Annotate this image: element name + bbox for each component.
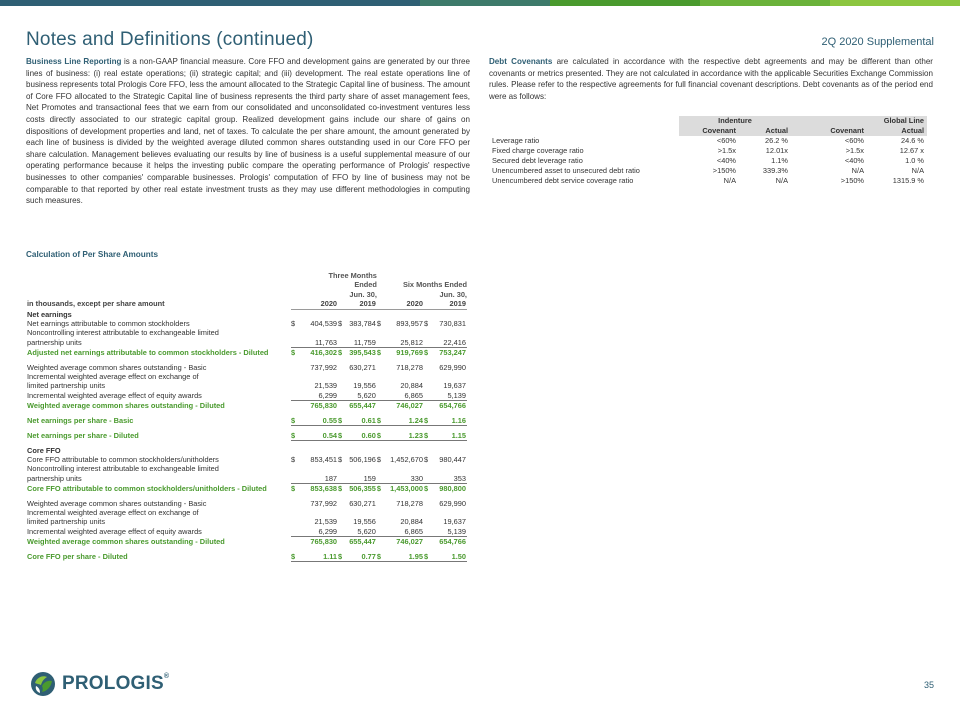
cell-value: 0.55: [297, 416, 338, 426]
cell-value: 0.77: [344, 552, 377, 562]
cell-value: 753,247: [430, 348, 467, 358]
column-header: Actual: [867, 126, 927, 136]
currency-symbol: $: [376, 551, 382, 561]
cell-value: 1,453,000: [383, 484, 424, 494]
row-label: Core FFO attributable to common stockholders/unitholders: [27, 454, 219, 464]
cell-value: 655,447: [344, 537, 377, 547]
covenant-value: N/A: [775, 176, 788, 185]
table-row: [26, 517, 467, 526]
covenant-label: Secured debt leverage ratio: [492, 156, 583, 165]
cell-value: 746,027: [383, 401, 424, 411]
covenant-label: Leverage ratio: [492, 136, 540, 145]
cell-value: 718,278: [396, 362, 423, 372]
row-label: Incremental weighted average effect of equity awards: [27, 527, 202, 536]
covenant-value: N/A: [723, 176, 736, 185]
per-share-subtitle: Calculation of Per Share Amounts: [26, 250, 159, 259]
currency-symbol: $: [291, 415, 296, 425]
currency-symbol: $: [423, 415, 429, 425]
cell-value: 6,299: [318, 390, 338, 400]
currency-symbol: $: [423, 319, 429, 329]
covenant-table: [489, 116, 927, 186]
logo-registered-mark: ®: [163, 673, 170, 680]
cell-value: 5,139: [447, 390, 466, 400]
bar-segment: [0, 0, 420, 6]
cell-value: 737,992: [310, 362, 338, 372]
cell-value: 6,299: [318, 526, 338, 536]
covenant-value: 1.1%: [771, 156, 788, 165]
table-row-eps: [26, 431, 467, 441]
debt-covenants-heading: Debt Covenants: [489, 57, 553, 66]
currency-symbol: $: [338, 319, 343, 329]
cell-value: 893,957: [396, 319, 423, 329]
row-label: Incremental weighted average effect on exchange of: [27, 372, 199, 382]
cell-value: 0.60: [344, 431, 377, 441]
cell-value: 395,543: [344, 348, 377, 358]
row-label: Adjusted net earnings attributable to common stockholders - Diluted: [27, 348, 269, 357]
cell-value: 853,451: [310, 454, 338, 464]
covenant-row: [489, 166, 927, 176]
cell-value: 746,027: [383, 537, 424, 547]
page-number: 35: [923, 680, 934, 690]
covenant-value: >150%: [840, 176, 864, 185]
cell-value: 416,302: [297, 348, 338, 358]
covenant-value: 1.0 %: [905, 156, 924, 165]
debt-covenants-body: are calculated in accordance with the respective debt agreements and may be different than other covenants or metrics presented. They are not calculated in accordance with the applicable Securities Exchange Commission rules. Please refer to the respective agreements for full financial covenant descriptions. Debt covenants as of the period end were as follows:: [489, 57, 933, 101]
currency-symbol: $: [338, 415, 343, 425]
covenant-value: <60%: [716, 136, 736, 145]
cell-value: 21,539: [314, 381, 338, 391]
covenant-value: 12.01x: [765, 146, 788, 155]
cell-value: 19,637: [443, 517, 466, 527]
page-title: Notes and Definitions (continued): [26, 29, 314, 50]
row-label: Weighted average common shares outstanding - Diluted: [27, 536, 225, 546]
currency-symbol: $: [376, 348, 382, 358]
table-row-total: [26, 537, 467, 547]
covenant-row: [489, 176, 927, 186]
group-header-indenture: Indenture: [679, 116, 791, 126]
cell-value: 506,196: [349, 454, 376, 464]
bar-segment: [420, 0, 550, 6]
table-row: [26, 381, 467, 390]
cell-value: 980,800: [430, 484, 467, 494]
table-row-total: [26, 401, 467, 411]
covenant-label: Fixed charge coverage ratio: [492, 146, 584, 155]
currency-symbol: $: [291, 551, 296, 561]
section-heading: Core FFO: [27, 445, 61, 455]
logo-wordmark: [62, 673, 169, 695]
currency-symbol: $: [291, 430, 296, 440]
currency-symbol: $: [338, 430, 343, 440]
row-label: Noncontrolling interest attributable to exchangeable limited: [27, 464, 219, 474]
table-row: [26, 363, 467, 372]
cell-value: 1.11: [297, 552, 338, 562]
cell-value: 980,447: [439, 454, 466, 464]
logo-text: PROLOGIS: [62, 673, 164, 694]
cell-value: 6,865: [404, 390, 423, 400]
cell-value: 1.95: [383, 552, 424, 562]
year-header: 2019: [424, 299, 467, 309]
row-label: Net earnings attributable to common stockholders: [27, 319, 190, 329]
currency-symbol: $: [338, 454, 343, 464]
business-line-section: [26, 56, 470, 207]
covenant-value: >1.5x: [717, 146, 736, 155]
cell-value: 1.16: [430, 416, 467, 426]
table-row-total: [26, 484, 467, 494]
bar-segment: [830, 0, 960, 6]
cell-value: 0.54: [297, 431, 338, 441]
currency-symbol: $: [423, 454, 429, 464]
cell-value: 853,638: [297, 484, 338, 494]
covenant-row: [489, 146, 927, 156]
currency-symbol: $: [291, 319, 296, 329]
row-label: Weighted average common shares outstanding - Basic: [27, 498, 207, 508]
table-row: [26, 319, 467, 328]
currency-symbol: $: [291, 454, 296, 464]
row-label: Net earnings per share - Diluted: [27, 430, 139, 440]
covenant-value: 24.6 %: [900, 136, 924, 145]
covenant-label: Unencumbered asset to unsecured debt ratio: [492, 166, 640, 175]
cell-value: 1.23: [383, 431, 424, 441]
row-label: Net earnings per share - Basic: [27, 415, 134, 425]
cell-value: 21,539: [314, 517, 338, 527]
currency-symbol: $: [423, 484, 429, 494]
cell-value: 730,831: [439, 319, 466, 329]
three-months-header-3: Jun. 30,: [349, 289, 377, 299]
cell-value: 187: [324, 473, 338, 483]
currency-symbol: $: [291, 484, 296, 494]
cell-value: 630,271: [349, 498, 376, 508]
row-label: limited partnership units: [27, 381, 106, 391]
section-heading: Net earnings: [27, 309, 72, 319]
covenant-value: <40%: [716, 156, 736, 165]
supplemental-label: 2Q 2020 Supplemental: [821, 36, 934, 48]
cell-value: 383,784: [349, 319, 376, 329]
cell-value: 737,992: [310, 498, 338, 508]
table-row: [26, 338, 467, 348]
prologis-logo: [30, 671, 169, 697]
cell-value: 629,990: [439, 498, 466, 508]
row-label: partnership units: [27, 473, 82, 483]
row-label: Weighted average common shares outstanding - Basic: [27, 362, 207, 372]
covenant-value: N/A: [911, 166, 924, 175]
cell-value: 718,278: [396, 498, 423, 508]
table-row: [26, 527, 467, 537]
year-header: 2019: [338, 299, 377, 309]
cell-value: 1,452,670: [390, 454, 423, 464]
covenant-value: 12.67 x: [899, 146, 924, 155]
year-header: 2020: [291, 299, 338, 309]
row-label: Core FFO attributable to common stockholders/unitholders - Diluted: [27, 483, 267, 493]
debt-covenants-paragraph: [489, 56, 933, 102]
row-label: Incremental weighted average effect of equity awards: [27, 391, 202, 401]
row-label: Incremental weighted average effect on exchange of: [27, 507, 199, 517]
covenant-value: >1.5x: [845, 146, 864, 155]
logo-mark-icon: [30, 671, 56, 697]
cell-value: 630,271: [349, 362, 376, 372]
cell-value: 5,139: [447, 526, 466, 536]
cell-value: 919,769: [383, 348, 424, 358]
currency-symbol: $: [376, 484, 382, 494]
cell-value: 19,556: [353, 381, 376, 391]
cell-value: 159: [363, 473, 376, 483]
cell-value: 629,990: [439, 362, 466, 372]
group-header-global-line: Global Line: [791, 116, 927, 126]
three-months-header-1: Three Months: [328, 271, 377, 280]
covenant-value: <40%: [844, 156, 864, 165]
covenant-value: N/A: [851, 166, 864, 175]
table-row-eps: [26, 416, 467, 426]
row-label: partnership units: [27, 338, 82, 348]
business-line-body: is a non-GAAP financial measure. Core FFO and development gains are generated by our three lines of business: (i) real estate operations; (ii) strategic capital; and (iii) development. The real estate operations line of business represents total Prologis Core FFO, less the amount allocated to the Strategic Capital line of business. The amount of Core FFO allocated to the Strategic Capital line of business represents the third party share of asset management fees, Net Promotes and transactional fees that we earn from our consolidated and unconsolidated co-investment ventures less costs directly associated to our strategic capital group. Realized development gains include our share of gains on dispositions of development properties and land, net of taxes. To calculate the per share amount, the amount generated by each line of business is divided by the weighted average diluted common shares outstanding used in our Core FFO per share calculation. Management believes evaluating our results by line of business is a useful supplemental measure of our operating performance because it helps the investing public compare the operating performance of Prologis' respective businesses to other companies' comparable businesses. Prologis' computation of FFO by line of business may not be comparable to that reported by other real estate investment trusts as they may use different methodologies in computing such measures.: [26, 57, 470, 206]
cell-value: 0.61: [344, 416, 377, 426]
currency-symbol: $: [338, 551, 343, 561]
top-color-bar: [0, 0, 960, 6]
covenant-row: [489, 136, 927, 146]
cell-value: 655,447: [344, 401, 377, 411]
covenant-value: <60%: [844, 136, 864, 145]
bar-segment: [550, 0, 700, 6]
row-label: limited partnership units: [27, 517, 106, 527]
currency-symbol: $: [423, 348, 429, 358]
currency-symbol: $: [376, 430, 382, 440]
currency-symbol: $: [376, 319, 382, 329]
cell-value: 765,830: [297, 537, 338, 547]
currency-symbol: $: [376, 454, 382, 464]
business-line-paragraph: [26, 56, 470, 207]
debt-covenants-section: [489, 56, 933, 102]
cell-value: 330: [410, 473, 423, 483]
business-line-heading: Business Line Reporting: [26, 57, 122, 66]
column-header: Covenant: [679, 126, 739, 136]
cell-value: 654,766: [430, 401, 467, 411]
units-label: in thousands, except per share amount: [27, 299, 165, 309]
six-months-header-1: Six Months Ended: [402, 280, 467, 290]
cell-value: 6,865: [404, 526, 423, 536]
column-header: Covenant: [791, 126, 867, 136]
cell-value: 353: [453, 473, 466, 483]
cell-value: 19,556: [353, 517, 376, 527]
table-row-total: [26, 348, 467, 358]
per-share-table: [26, 271, 467, 562]
covenant-value: 339.3%: [762, 166, 788, 175]
row-label: Core FFO per share - Diluted: [27, 551, 128, 561]
table-row: [26, 455, 467, 464]
cell-value: 25,812: [400, 337, 423, 347]
table-row-eps: [26, 552, 467, 562]
covenant-label: Unencumbered debt service coverage ratio: [492, 176, 634, 185]
cell-value: 654,766: [430, 537, 467, 547]
row-label: Weighted average common shares outstanding - Diluted: [27, 401, 225, 411]
cell-value: 19,637: [443, 381, 466, 391]
cell-value: 22,416: [443, 337, 466, 347]
cell-value: 20,884: [400, 517, 423, 527]
covenant-row: [489, 156, 927, 166]
table-row: [26, 474, 467, 484]
cell-value: 5,620: [357, 526, 376, 536]
cell-value: 11,759: [353, 337, 376, 347]
cell-value: 11,763: [314, 337, 338, 347]
covenant-value: >150%: [712, 166, 736, 175]
year-header: 2020: [377, 299, 424, 309]
column-header: Actual: [739, 126, 791, 136]
six-months-header-2: Jun. 30,: [439, 289, 467, 299]
bar-segment: [700, 0, 830, 6]
cell-value: 404,539: [310, 319, 338, 329]
cell-value: 20,884: [400, 381, 423, 391]
row-label: Noncontrolling interest attributable to exchangeable limited: [27, 328, 219, 338]
cell-value: 1.24: [383, 416, 424, 426]
currency-symbol: $: [338, 348, 343, 358]
currency-symbol: $: [423, 430, 429, 440]
currency-symbol: $: [376, 415, 382, 425]
currency-symbol: $: [338, 484, 343, 494]
currency-symbol: $: [291, 348, 296, 358]
currency-symbol: $: [423, 551, 429, 561]
cell-value: 1.15: [430, 431, 467, 441]
table-row: [26, 499, 467, 508]
cell-value: 5,620: [357, 390, 376, 400]
covenant-value: 26.2 %: [764, 136, 788, 145]
table-row: [26, 391, 467, 401]
cell-value: 506,355: [344, 484, 377, 494]
three-months-header-2: Ended: [354, 280, 377, 290]
cell-value: 765,830: [297, 401, 338, 411]
covenant-value: 1315.9 %: [892, 176, 924, 185]
cell-value: 1.50: [430, 552, 467, 562]
